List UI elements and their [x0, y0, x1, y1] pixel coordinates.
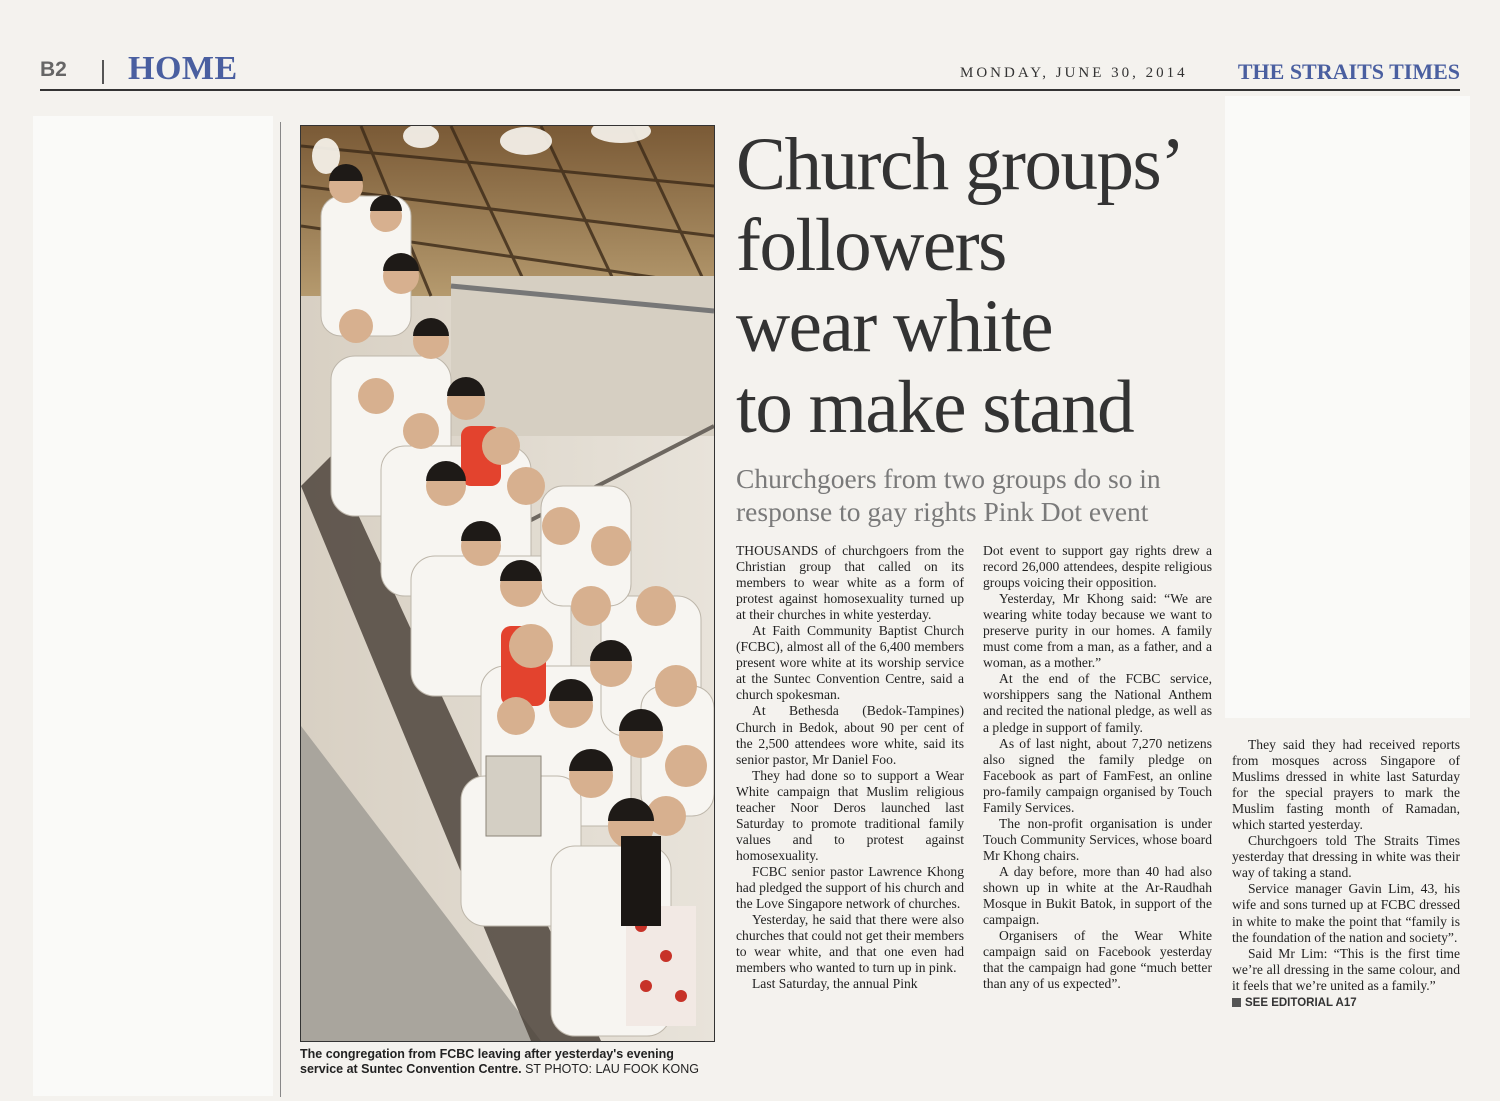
paragraph: Last Saturday, the annual Pink [752, 976, 918, 992]
blank-region-left [33, 116, 273, 1096]
paragraph: Yesterday, he said that there were also churches that could not get their members to wear white, and that one even had members who wanted to turn up in pink. [736, 912, 965, 976]
article-column-2 [983, 543, 1212, 992]
headline-line: wear white [736, 285, 1053, 368]
photo-credit: ST PHOTO: LAU FOOK KONG [525, 1062, 699, 1076]
section-title: HOME [128, 50, 238, 87]
paragraph: Organisers of the Wear White campaign said on Facebook yesterday that the campaign had gone “much better than any of us expected”. [983, 928, 1212, 992]
paragraph: At Faith Community Baptist Church (FCBC), almost all of the 6,400 members present wore white at its worship service at the Suntec Convention Centre, said a church spokesman. [736, 623, 964, 703]
see-editorial-label: SEE EDITORIAL A17 [1245, 996, 1357, 1009]
headline-line: followers [736, 204, 1006, 287]
header-separator [102, 60, 104, 84]
blank-region-right [1225, 96, 1470, 718]
paragraph: Yesterday, Mr Khong said: “We are wearing white today because we want to preserve purity in our homes. A family must come from a man, as a father, and a woman, as a mother.” [983, 591, 1212, 671]
article-column-3 [1232, 737, 1460, 1011]
caption-text: The congregation from FCBC leaving after yesterday's evening service at Suntec Convention Centre. [300, 1047, 674, 1076]
publication-date: MONDAY, JUNE 30, 2014 [960, 65, 1188, 81]
see-editorial-link[interactable] [1232, 995, 1460, 1011]
paragraph: As of last night, about 7,270 netizens also signed the family pledge on Facebook as part of FamFest, an online pro-family campaign organised by Touch Family Services. [983, 735, 1212, 815]
header-rule [40, 89, 1460, 91]
page-number: B2 [40, 58, 67, 81]
square-bullet-icon [1232, 998, 1241, 1007]
headline [736, 124, 1216, 448]
photo-crowd-escalator-icon [301, 126, 714, 1041]
article-column-1 [736, 543, 964, 992]
paragraph: THOUSANDS of churchgoers from the Christian group that called on its members to wear white as a form of protest against homosexuality turned up at their churches in white yesterday. [736, 543, 964, 623]
paragraph: The non-profit organisation is under Touch Community Services, whose board Mr Khong chairs. [983, 815, 1212, 863]
column-rule [280, 122, 281, 1097]
page-header [40, 50, 1460, 90]
headline-line: to make stand [736, 366, 1134, 449]
masthead: THE STRAITS TIMES [1237, 59, 1460, 84]
paragraph: A day before, more than 40 had also shown up in white at the Ar-Raudhah Mosque in Bukit Batok, in support of the campaign. [983, 863, 1212, 928]
news-photo [300, 125, 715, 1042]
paragraph: Service manager Gavin Lim, 43, his wife and sons turned up at FCBC dressed in white to make the point that “family is the foundation of the nation and society”. [1232, 881, 1460, 945]
paragraph: They said they had received reports from mosques across Singapore of Muslims dressed in white last Saturday for the special prayers to mark the Muslim fasting month of Ramadan, which started yesterday. [1232, 737, 1460, 833]
paragraph: They had done so to support a Wear White campaign that Muslim religious teacher Noor Deros launched last Saturday to promote traditional family values and to protest against homosexuality. [736, 767, 964, 863]
photo-caption [300, 1047, 720, 1077]
paragraph: At the end of the FCBC service, worshippers sang the National Anthem and recited the national pledge, as well as a pledge in support of family. [983, 671, 1212, 735]
paragraph: FCBC senior pastor Lawrence Khong had pledged the support of his church and the Love Singapore network of churches. [736, 863, 964, 912]
paragraph: At Bethesda (Bedok-Tampines) Church in Bedok, about 90 per cent of the 2,500 attendees wore white, said its senior pastor, Mr Daniel Foo. [736, 703, 964, 767]
subheadline: Churchgoers from two groups do so in response to gay rights Pink Dot event [736, 463, 1161, 527]
paragraph: Churchgoers told The Straits Times yesterday that dressing in white was their way of taking a stand. [1232, 833, 1460, 881]
paragraph: Dot event to support gay rights drew a record 26,000 attendees, despite religious groups voicing their opposition. [983, 543, 1212, 591]
paragraph: Said Mr Lim: “This is the first time we’re all dressing in the same colour, and it feels that we’re united as a family.” [1232, 945, 1460, 993]
headline-line: Church groups’ [736, 123, 1184, 206]
